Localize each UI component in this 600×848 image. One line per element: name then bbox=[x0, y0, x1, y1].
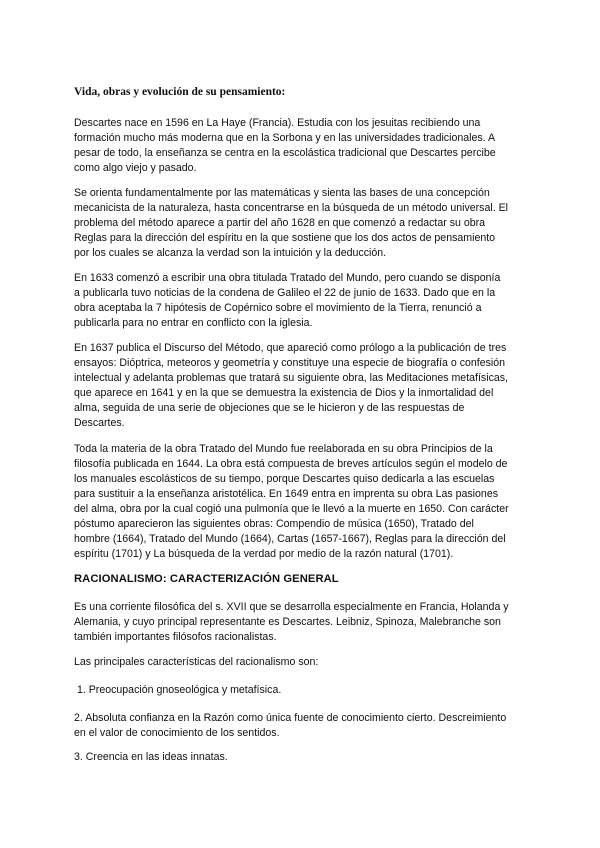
text-line: alma, seguida de una serie de objeciones que se le hicieron y de las respuestas de bbox=[74, 402, 465, 414]
text-line: a publicarla tuvo noticias de la condena de Galileo el 22 de junio de 1633. Dado que en la bbox=[74, 287, 496, 299]
text-line: mecanicista de la naturaleza, hasta concentrarse en la búsqueda de un método universal. El bbox=[74, 202, 509, 214]
section-heading-racionalismo: RACIONALISMO: CARACTERIZACIÓN GENERAL bbox=[74, 573, 339, 585]
text-line: obra aceptaba la 7 hipótesis de Copérnico sobre el movimiento de la Tierra, renunció a bbox=[74, 302, 482, 314]
text-line: pesar de todo, la enseñanza se centra en la escolástica tradicional que Descartes percibe bbox=[74, 147, 496, 159]
text-line: Toda la materia de la obra Tratado del Mundo fue reelaborada en su obra Principios de la bbox=[74, 443, 493, 455]
text-line: también importantes filósofos racionalistas. bbox=[74, 631, 277, 643]
section-heading-vida: Vida, obras y evolución de su pensamiento: bbox=[74, 86, 286, 98]
text-line: filosofía publicada en 1644. La obra está compuesta de breves artículos según el modelo de bbox=[74, 458, 508, 470]
paragraph-caracteristicas-intro bbox=[74, 655, 532, 670]
text-line: los manuales escolásticos de su tiempo, porque Descartes quiso dedicarla a las escuelas bbox=[74, 473, 495, 485]
text-line: En 1633 comenzó a escribir una obra titulada Tratado del Mundo, pero cuando se disponía bbox=[74, 272, 501, 284]
text-line: 2. Absoluta confianza en la Razón como única fuente de conocimiento cierto. Descreimiento bbox=[74, 712, 507, 724]
text-line: como algo viejo y pasado. bbox=[74, 162, 197, 174]
text-line: En 1637 publica el Discurso del Método, que apareció como prólogo a la publicación de tres bbox=[74, 342, 507, 354]
text-line: intelectual y adelanta problemas que tratará su siguiente obra, las Meditaciones metafísicas, bbox=[74, 372, 508, 384]
text-line: Las principales características del racionalismo son: bbox=[74, 656, 319, 668]
text-line: Reglas para la dirección del espíritu en la que sostiene que los dos actos de pensamiento bbox=[74, 232, 496, 244]
text-line: en el valor de conocimiento de los sentidos. bbox=[74, 727, 280, 739]
text-line: 1. Preocupación gnoseológica y metafísica. bbox=[74, 684, 282, 696]
text-line: Alemania, y cuyo principal representante es Descartes. Leibniz, Spinoza, Malebranche son bbox=[74, 616, 501, 628]
text-line: que aparece en 1641 y en la que se demuestra la existencia de Dios y la inmortalidad del bbox=[74, 387, 494, 399]
text-line: formación mucho más moderna que en la Sorbona y en las universidades tradicionales. A bbox=[74, 132, 496, 144]
paragraph-principios bbox=[74, 442, 532, 562]
text-line: del alma, obra por la cual cogió una pulmonía que le llevó a la muerte en 1650. Con carácter bbox=[74, 503, 509, 515]
text-line: espíritu (1701) y La búsqueda de la verdad por medio de la razón natural (1701). bbox=[74, 548, 454, 560]
text-line: para sustituir a la enseñanza aristotélica. En 1649 entra en imprenta su obra Las pasiones bbox=[74, 488, 499, 500]
paragraph-discurso-metodo bbox=[74, 341, 532, 431]
paragraph-biography bbox=[74, 116, 532, 176]
paragraph-racionalismo-intro bbox=[74, 600, 532, 645]
text-line: hombre (1664), Tratado del Mundo (1664), Cartas (1657-1667), Reglas para la dirección del bbox=[74, 533, 506, 545]
list-item-3 bbox=[74, 750, 532, 765]
text-line: ensayos: Dióptrica, meteoros y geometría y constituye una especie de biografía o confesión bbox=[74, 357, 506, 369]
list-item-1 bbox=[74, 683, 532, 698]
text-line: Es una corriente filosófica del s. XVII que se desarrolla especialmente en Francia, Holanda y bbox=[74, 601, 509, 613]
paragraph-tratado-mundo bbox=[74, 271, 532, 331]
text-line: 3. Creencia en las ideas innatas. bbox=[74, 751, 228, 763]
text-line: problema del método aparece a partir del año 1628 en que comenzó a redactar su obra bbox=[74, 217, 486, 229]
text-line: Descartes nace en 1596 en La Haye (Francia). Estudia con los jesuitas recibiendo una bbox=[74, 117, 481, 129]
text-line: Se orienta fundamentalmente por las matemáticas y sienta las bases de una concepción bbox=[74, 187, 490, 199]
text-line: por los cuales se alcanza la verdad son la intuición y la deducción. bbox=[74, 247, 387, 259]
text-line: Descartes. bbox=[74, 417, 125, 429]
text-line: póstumo aparecieron las siguientes obras: Compendio de música (1650), Tratado del bbox=[74, 518, 474, 530]
list-item-2 bbox=[74, 711, 532, 741]
paragraph-method bbox=[74, 186, 532, 261]
text-line: publicarla para no entrar en conflicto con la iglesia. bbox=[74, 317, 313, 329]
